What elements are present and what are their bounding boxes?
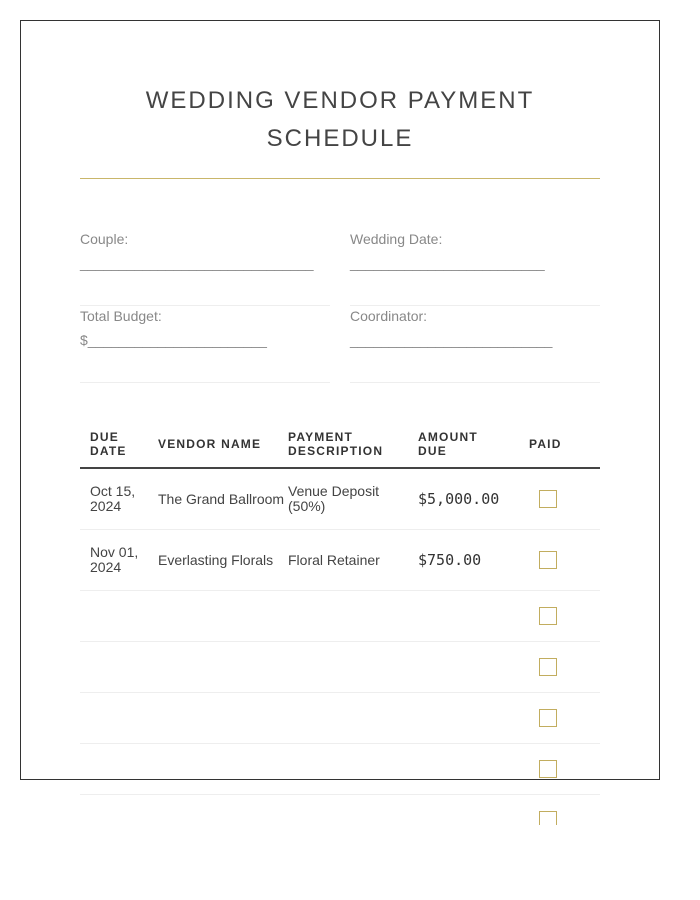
row-paid-cell bbox=[523, 658, 600, 676]
table-row bbox=[80, 693, 600, 744]
document-content bbox=[80, 20, 600, 845]
table-row bbox=[80, 530, 600, 591]
row-paid-cell bbox=[523, 551, 600, 569]
row-payment-description: Venue Deposit (50%) bbox=[288, 483, 380, 514]
table-row bbox=[80, 744, 600, 795]
paid-checkbox[interactable] bbox=[539, 760, 557, 778]
total-budget-field[interactable] bbox=[80, 306, 330, 383]
wedding-date-field[interactable] bbox=[350, 229, 600, 306]
header-paid: PAID bbox=[529, 437, 562, 451]
couple-label: Couple: bbox=[80, 231, 129, 247]
coordinator-field[interactable] bbox=[350, 306, 600, 383]
row-paid-cell bbox=[523, 490, 600, 508]
row-paid-cell bbox=[523, 709, 600, 727]
paid-checkbox[interactable] bbox=[539, 490, 557, 508]
row-amount-due: $750.00 bbox=[418, 550, 482, 569]
coordinator-blank-line[interactable]: __________________________ bbox=[350, 332, 553, 348]
title-divider bbox=[80, 178, 600, 179]
table-row bbox=[80, 591, 600, 642]
paid-checkbox[interactable] bbox=[539, 658, 557, 676]
header-amount-due: AMOUNT DUE bbox=[418, 430, 478, 458]
coordinator-label: Coordinator: bbox=[350, 308, 428, 324]
row-amount-due: $5,000.00 bbox=[418, 489, 500, 508]
row-due-date: Oct 15, 2024 bbox=[90, 483, 136, 514]
couple-blank-line[interactable]: ______________________________ bbox=[80, 255, 314, 271]
total-budget-label: Total Budget: bbox=[80, 308, 162, 324]
wedding-date-blank-line[interactable]: _________________________ bbox=[350, 255, 545, 271]
paid-checkbox[interactable] bbox=[539, 607, 557, 625]
paid-checkbox[interactable] bbox=[539, 709, 557, 727]
payment-table bbox=[80, 423, 600, 845]
row-vendor-name: Everlasting Florals bbox=[158, 551, 274, 568]
total-budget-blank-line[interactable]: $_______________________ bbox=[80, 332, 267, 348]
header-vendor-name: VENDOR NAME bbox=[158, 437, 262, 451]
paid-checkbox[interactable] bbox=[539, 811, 557, 825]
document-title bbox=[80, 82, 600, 158]
table-row bbox=[80, 642, 600, 693]
couple-field[interactable] bbox=[80, 229, 330, 306]
document-title-text: WEDDING VENDOR PAYMENT SCHEDULE bbox=[145, 87, 535, 152]
wedding-date-label: Wedding Date: bbox=[350, 231, 443, 247]
row-payment-description: Floral Retainer bbox=[288, 551, 380, 568]
info-fields bbox=[80, 229, 600, 383]
table-row bbox=[80, 795, 600, 845]
table-row bbox=[80, 469, 600, 530]
row-paid-cell bbox=[523, 795, 600, 825]
header-due-date: DUE DATE bbox=[90, 430, 127, 458]
table-header bbox=[80, 423, 600, 469]
row-due-date: Nov 01, 2024 bbox=[90, 544, 139, 575]
row-paid-cell bbox=[523, 607, 600, 625]
paid-checkbox[interactable] bbox=[539, 551, 557, 569]
row-vendor-name: The Grand Ballroom bbox=[158, 490, 285, 507]
header-payment-description: PAYMENT DESCRIPTION bbox=[288, 430, 384, 458]
row-paid-cell bbox=[523, 760, 600, 778]
